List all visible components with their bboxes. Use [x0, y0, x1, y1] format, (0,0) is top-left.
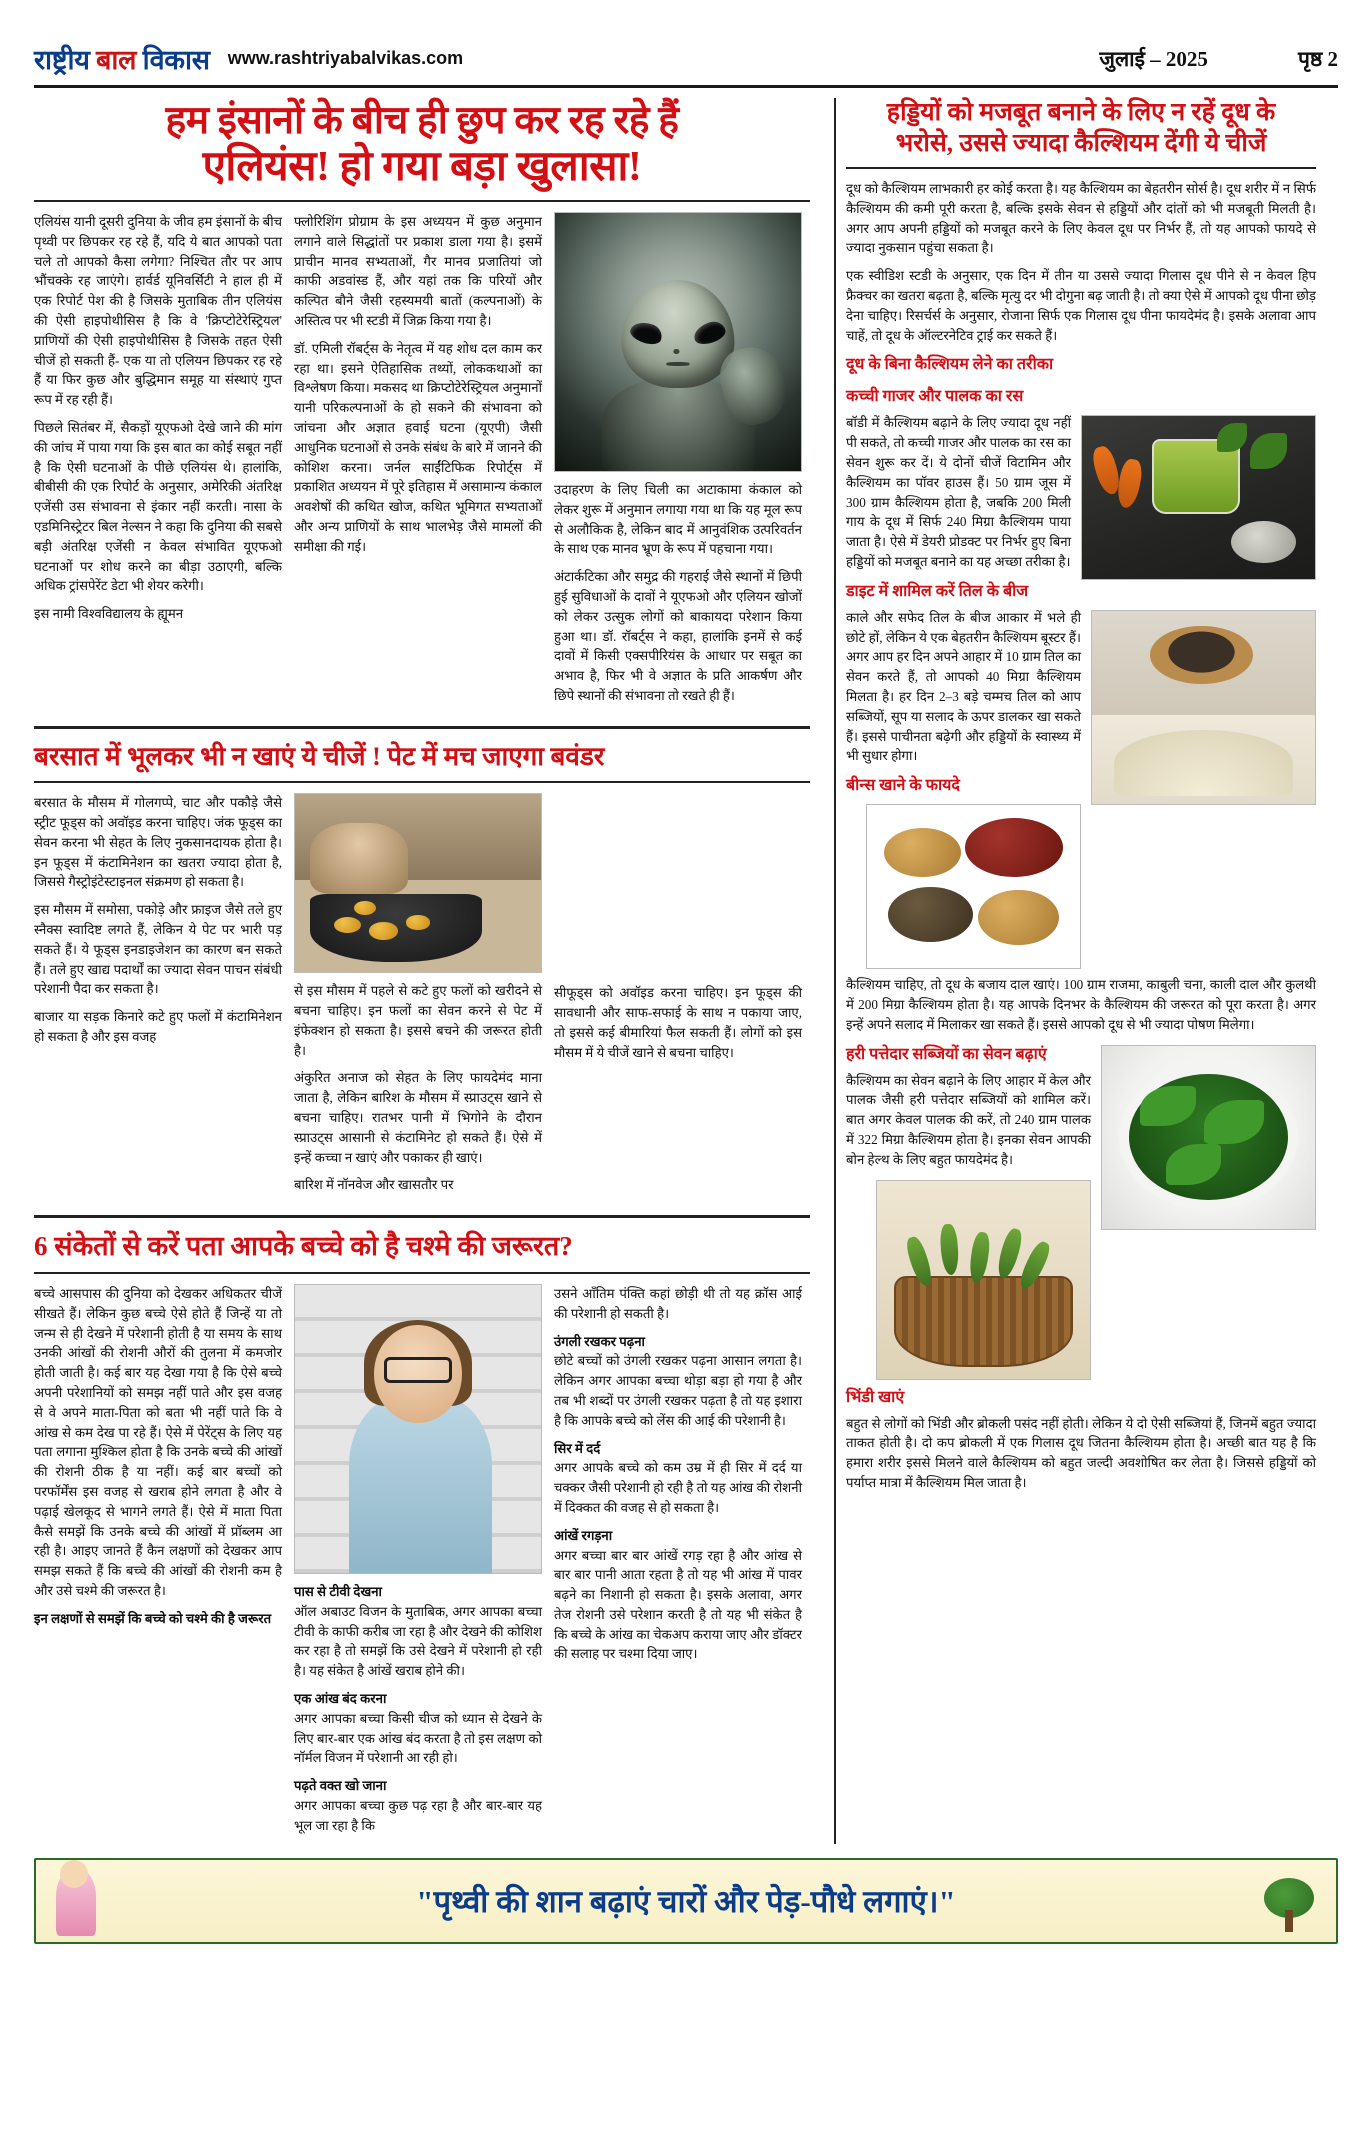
- paragraph: से इस मौसम में पहले से कटे हुए फलों को खरीदने से बचना चाहिए। इन फलों का सेवन करने से पेट में इंफेक्शन हो सकता है। इससे बचने की जरूरत होती है।: [294, 983, 542, 1058]
- glasses-sub2-head: एक आंख बंद करना: [294, 1690, 387, 1706]
- juice-illustration: [1082, 416, 1315, 579]
- spinach-photo: [1101, 1045, 1316, 1230]
- rain-col-3: [554, 793, 802, 1203]
- masthead: [34, 40, 1338, 88]
- paragraph: बहुत से लोगों को भिंडी और ब्रोकली पसंद नहीं होती। लेकिन ये दो ऐसी सब्जियां हैं, जिनमें बहुत ज्यादा ताकत होती है। दो कप ब्रोकली में एक गिलास दूध जितना कैल्शियम होता है। अच्छी बात यह है कि हमारा शरीर इससे मिलने वाले कैल्शियम को बहुत जल्दी अवशोषित कर लेता है। जिससे हड्डियों को पर्याप्त मात्रा में कैल्शियम मिल जाता है।: [846, 1415, 1316, 1490]
- paragraph: अंकुरित अनाज को सेहत के लिए फायदेमंद माना जाता है, लेकिन बारिश के मौसम में स्प्राउट्स खाने से बचना चाहिए। रातभर पानी में भिगोने के दौरान स्प्राउट्स आसानी से कंटामिनेट हो सकते हैं। ऐसे में इन्हें कच्चा न खाएं और पकाकर ही खाएं।: [294, 1070, 542, 1165]
- rain-headline: बरसात में भूलकर भी न खाएं ये चीजें ! पेट में मच जाएगा बवंडर: [34, 741, 605, 771]
- left-column: [34, 98, 824, 1844]
- brand-part-1: राष्ट्रीय: [34, 45, 90, 75]
- calcium-headline-line2: भरोसे, उससे ज्यादा कैल्शियम देंगी ये चीजें: [895, 129, 1267, 157]
- girl-glasses-photo: [294, 1284, 542, 1574]
- paragraph: एलियंस यानी दूसरी दुनिया के जीव हम इंसानों के बीच पृथ्वी पर छिपकर रह रहे हैं, यदि ये बात आपको पता चले तो आपको कैसा लगेगा? निश्चित तौर पर आप भौंचक्के रह जाएंगे। हार्वर्ड यूनिवर्सिटी ने हाल ही में एक रिपोर्ट पेश की है जिसके मुताबिक तीन एलियंस की ऐसी हाइपोथीसिस है कि वे 'क्रिप्टोटेरेस्ट्रियल' प्राणियों की ऐसी हाइपोथीसिस है जिसके तहत ऐसी चीजें हो सकती हैं- एक या तो एलियन छिपकर रह रहे हैं या फिर कुछ और बुद्धिमान समूह या संस्थाएं गुप्त रूप में रह रही हैं।: [34, 213, 282, 408]
- paragraph: इस नामी विश्वविद्यालय के ह्यूमन: [34, 606, 184, 622]
- tree-mascot: [1256, 1864, 1326, 1938]
- calcium-headline-line1: हड्डियों को मजबूत बनाने के लिए न रहें दूध के: [886, 99, 1276, 126]
- right-column: [846, 98, 1316, 1844]
- page-content: [34, 98, 1338, 1844]
- divider: [34, 1215, 810, 1218]
- paragraph: इस मौसम में समोसा, पकोड़े और फ्राइज जैसे तले हुए स्नैक्स स्वादिष्ट लगते हैं, लेकिन ये पेट पर भारी पड़ सकते हैं। ये फूड्स इनडाइजेशन का कारण बन सकते हैं। तले हुए खाद्य पदार्थों का ज्यादा सेवन पाचन संबंधी परेशानी पैदा कर सकता है।: [34, 902, 282, 997]
- glasses-sub4-head: उंगली रखकर पढ़ना: [554, 1333, 645, 1349]
- paragraph: अगर आपका बच्चा कुछ पढ़ रहा है और बार-बार यह भूल जा रहा है कि: [294, 1797, 542, 1833]
- alien-photo: [554, 212, 802, 472]
- divider: [34, 200, 810, 202]
- glasses-body: [34, 1284, 810, 1844]
- paragraph: अगर बच्चा बार बार आंखें रगड़ रहा है और आंख से बार बार पानी आता रहता है तो यह भी आंख में पावर बढ़ने का निशानी हो सकता है। इसके अलावा, अगर तेज रोशनी उसे परेशान करती है तो यह भी संकेत है कि बच्चे के आंख का चेकअप कराया जाए और डॉक्टर की सलाह पर चश्मा दिया जाए।: [554, 1547, 802, 1662]
- divider: [34, 1272, 810, 1274]
- brand-logo: [34, 40, 210, 77]
- paragraph: एक स्वीडिश स्टडी के अनुसार, एक दिन में तीन या उससे ज्यादा गिलास दूध पीने से न केवल हिप फ्रैक्चर का खतरा बढ़ता है, बल्कि मृत्यु दर भी दोगुना बढ़ जाती है। तो क्या ऐसे में आपको दूध पीना छोड़ देना चाहिए। रिसर्चर्स के अनुसार, रोजाना सिर्फ एक गिलास दूध पीना फायदेमंद है। इसके अलावा आप चाहें, तो दूध के ऑल्टरनेटिव ट्राई कर सकते हैं।: [846, 268, 1316, 343]
- rain-col-1: [34, 793, 282, 1203]
- article-rain-foods: [34, 741, 810, 1203]
- paragraph: कैल्शियम का सेवन बढ़ाने के लिए आहार में केल और पालक जैसी हरी पत्तेदार सब्जियों को शामिल करें। बात अगर केवल पालक की करें, तो 240 ग्राम पालक में 322 मिग्रा कैल्शियम होता है। इनका सेवन आपकी बोन हेल्थ के लिए बहुत फायदेमंद है।: [846, 1072, 1091, 1167]
- spacer: [554, 793, 802, 983]
- divider: [34, 781, 810, 783]
- eyeglasses-icon: [384, 1357, 453, 1383]
- street-food-photo: [294, 793, 542, 973]
- page-number: पृष्ठ 2: [1297, 46, 1338, 71]
- okra-icon: [939, 1224, 960, 1277]
- divider: [846, 167, 1316, 169]
- vertical-divider: [834, 98, 836, 1844]
- aliens-headline-line2: एलियंस! हो गया बड़ा खुलासा!: [202, 144, 642, 191]
- calcium-heading-5: हरी पत्तेदार सब्जियों का सेवन बढ़ाएं: [846, 1045, 1047, 1063]
- rain-body: [34, 793, 810, 1203]
- child-head: [60, 1860, 88, 1888]
- rajma-group: [965, 818, 1063, 877]
- paragraph: बॉडी में कैल्शियम बढ़ाने के लिए ज्यादा दूध नहीं पी सकते, तो कच्ची गाजर और पालक का रस का सेवन शुरू कर दें। ये दोनों चीजें विटामिन और कैल्शियम का पॉवर हाउस हैं। 50 ग्राम जूस में 300 ग्राम कैल्शियम होता है, जबकि 200 मिली गाय के दूध में सिर्फ 240 मिग्रा कैल्शियम पाया जाता है। ऐसे में डेयरी प्रोडक्ट पर निर्भर हुए बिना हड्डियों को मजबूत बनाने का यह अच्छा तरीका है।: [846, 415, 1071, 569]
- alien-mouth: [667, 362, 690, 365]
- street-vendors: [310, 823, 408, 894]
- calcium-heading-4: बीन्स खाने के फायदे: [846, 777, 960, 795]
- alien-head-shape: [621, 280, 734, 388]
- article-aliens: [34, 98, 810, 714]
- basket-icon: [894, 1276, 1073, 1367]
- glasses-col-3: [554, 1284, 802, 1844]
- kabuli-chana-group: [884, 828, 961, 877]
- glasses-sub5-head: सिर में दर्द: [554, 1440, 601, 1456]
- sesame-illustration: [1092, 611, 1315, 804]
- website-url[interactable]: www.rashtriyabalvikas.com: [227, 48, 464, 68]
- tree-trunk: [1285, 1910, 1293, 1932]
- glasses-col1-bold: इन लक्षणों से समझें कि बच्चे को चश्मे की है जरूरत: [34, 1610, 272, 1626]
- glasses-sub1-head: पास से टीवी देखना: [294, 1583, 382, 1599]
- paragraph: छोटे बच्चों को उंगली रखकर पढ़ना आसान लगता है। लेकिन अगर आपका बच्चा थोड़ा बड़ा हो गया है और तब भी शब्दों पर उंगली रखकर पढ़ता है तो यह इशारा है कि आपके बच्चे को लेंस की आई की परेशानी है।: [554, 1353, 802, 1428]
- glasses-headline: 6 संकेतों से करें पता आपके बच्चे को है चश्मे की जरूरत?: [34, 1231, 573, 1262]
- black-lentil-group: [888, 887, 973, 942]
- paragraph: कैल्शियम चाहिए, तो दूध के बजाय दाल खाएं। 100 ग्राम राजमा, काबुली चना, काली दाल और कुलथी में 200 मिग्रा कैल्शियम होता है। यह आपके दिनभर के कैल्शियम की जरूरत को पूरा करता है। अगर इन्हें अपने सलाद में मिलाकर खा सकते हैं। इससे आपको दूध से भी ज्यादा पोषण मिलेगा।: [846, 977, 1316, 1032]
- divider: [34, 726, 810, 729]
- aliens-col-1: [34, 212, 282, 714]
- tree-icon: [1258, 1872, 1320, 1934]
- issue-date: जुलाई – 2025: [1099, 46, 1208, 71]
- alien-eye-left: [628, 319, 664, 347]
- black-sesame-spoon: [1150, 626, 1253, 684]
- fried-snack: [406, 915, 431, 929]
- aliens-headline-line1: हम इंसानों के बीच ही छुप कर रह रहे हैं: [165, 99, 679, 142]
- child-mascot: [46, 1864, 116, 1938]
- paragraph: डॉ. एमिली रॉबर्ट्स के नेतृत्व में यह शोध दल काम कर रहा था। इसने ऐतिहासिक तथ्यों, लोककथाओं का विश्लेषण किया। मकसद था क्रिप्टोटेरेस्ट्रियल अनुमानों यानी परिकल्पनाओं के हो सकने की संभावना को जांचना और अज्ञात हवाई घटना (यूएपी) जैसी आधुनिक घटनाओं से उनके संबंध के बारे में जानने की कोशिश करना। जर्नल साईंटिफिक रिपोर्ट्स में प्रकाशित अध्ययन में पूरे इतिहास में असामान्य कंकाल अवशेषों की कथित खोज, कथित भूमिगत सभ्यताओं और अन्य प्राणियों के साथ भालभेड़ जैसे मामलों की समीक्षा की गई।: [294, 340, 542, 554]
- glasses-sub3-head: पढ़ते वक्त खो जाना: [294, 1778, 387, 1794]
- calcium-body: [846, 179, 1316, 1501]
- white-sesame-pile: [1114, 730, 1292, 796]
- bowl-icon: [1231, 521, 1296, 563]
- aliens-headline: [34, 98, 810, 192]
- aliens-col-3: [554, 212, 802, 714]
- glasses-col-2: [294, 1284, 542, 1844]
- okra-photo: [876, 1180, 1091, 1380]
- paragraph: दूध को कैल्शियम लाभकारी हर कोई करता है। यह कैल्शियम का बेहतरीन सोर्स है। दूध शरीर में न सिर्फ कैल्शियम की कमी पूरी करता है, बल्कि इसके सेवन से हड्डियों और दांतों को भी मजबूती मिलती है। अगर आप अपनी हड्डियों को मजबूत करने के लिए केवल दूध पर निर्भर हैं, तो यह आपको फायदे से ज्यादा नुकसान पहुंचा सकता है।: [846, 181, 1316, 256]
- calcium-heading-2: कच्ची गाजर और पालक का रस: [846, 388, 1024, 406]
- paragraph: अगर आपके बच्चे को कम उम्र में ही सिर में दर्द या चक्कर जैसी परेशानी हो रही है तो यह आंख की रोशनी में दिक्कत की वजह से हो सकता है।: [554, 1460, 802, 1515]
- alien-illustration: [555, 213, 801, 471]
- alien-eye-right: [692, 319, 728, 347]
- okra-icon: [994, 1227, 1025, 1281]
- calcium-heading-1: दूध के बिना कैल्शियम लेने का तरीका: [846, 356, 1054, 374]
- glasses-col-1: [34, 1284, 282, 1844]
- article-child-glasses: [34, 1230, 810, 1843]
- paragraph: बरसात के मौसम में गोलगप्पे, चाट और पकौड़े जैसे स्ट्रीट फूड्स को अवॉइड करना चाहिए। जंक फूड्स का सेवन करना भी सेहत के लिए नुकसानदायक होता है। इन फूड्स में कंटामिनेशन का खतरा ज्यादा होता है, जिससे गैस्ट्रोइंटेस्टाइनल संक्रमण हो सकता है।: [34, 795, 282, 890]
- paragraph: बच्चे आसपास की दुनिया को देखकर अधिकतर चीजें सीखते हैं। लेकिन कुछ बच्चे ऐसे होते हैं जिन्हें या तो जन्म से ही देखने में परेशानी होती है या समय के साथ उनकी आंखों की रोशनी औरों की तुलना में कमजोर होती जाती है। कई बार यह देखा गया है कि ऐसे बच्चे अपनी परेशानियों को समझ नहीं पाते और इस वजह से वे अपने माता-पिता को बता भी नहीं पाते कि वे आंख से कम देख पा रहे हैं। ऐसे में पेरेंट्स के लिए यह पता लगाना मुश्किल होता है कि उनके बच्चे की आंखों की रोशनी ठीक है या नहीं। कई बार बच्चों को परफॉर्मेंस इस वजह से खराब होने लगता है और वे पढ़ाई खेलकूद से भागने लगते हैं। ऐसे में माता पिता कैसे समझें कि उनके बच्चे की आंखों में प्रॉब्लम आ रही है। आइए जानते हैं कैन लक्षणों को देखकर आप समझ सकते हैं कि बच्चे की आंखों की रोशनी कम है और उसे चश्मे की जरूरत है।: [34, 1285, 282, 1598]
- brand-part-2: बाल: [96, 45, 137, 75]
- sesame-seeds-photo: [1091, 610, 1316, 805]
- spinach-illustration: [1102, 1046, 1315, 1229]
- paragraph: अगर आपका बच्चा किसी चीज को ध्यान से देखने के लिए बार-बार एक आंख बंद करता है तो इस लक्षण को नॉर्मल विजन में परेशानी आ रही हो।: [294, 1710, 542, 1766]
- paragraph: उदाहरण के लिए चिली का अटाकामा कंकाल को लेकर शुरू में अनुमान लगाया गया था कि यह मूल रूप से अलौकिक है, लेकिन बाद में आनुवंशिक उत्परिवर्तन के साथ एक मानव भ्रूण के रूप में पहचाना गया।: [554, 481, 802, 557]
- aliens-col-2: [294, 212, 542, 714]
- beans-photo: [866, 804, 1081, 969]
- kulthi-group: [978, 890, 1059, 945]
- paragraph: काले और सफेद तिल के बीज आकार में भले ही छोटे हों, लेकिन ये एक बेहतरीन कैल्शियम बूस्टर हैं। अगर आप हर दिन अपने आहार में 10 ग्राम तिल का सेवन करते हैं, तो आपको 40 मिग्रा कैल्शियम मिलता है। हर दिन 2–3 बड़े चम्मच तिल को आप सब्जियों, सूप या सलाद के ऊपर डालकर खा सकते हैं। इससे पाचीनता बढ़ेगी और हड्डियों के स्वास्थ्य में भी सुधार होगा।: [846, 609, 1081, 764]
- alien-nose: [673, 349, 679, 353]
- paragraph: बारिश में नॉनवेज और खासतौर पर: [294, 1177, 454, 1193]
- carrot-spinach-juice-photo: [1081, 415, 1316, 580]
- street-food-illustration: [295, 794, 541, 972]
- aliens-body: [34, 212, 810, 714]
- girl-illustration: [295, 1285, 541, 1573]
- brand-part-3: विकास: [142, 45, 210, 75]
- footer-slogan: "पृथ्वी की शान बढ़ाएं चारों और पेड़-पौधे लगाएं।": [416, 1883, 956, 1919]
- beans-illustration: [867, 805, 1080, 968]
- paragraph: बाजार या सड़क किनारे कटे हुए फलों में कंटामिनेशन हो सकता है और इस वजह: [34, 1009, 282, 1044]
- calcium-headline: [846, 98, 1316, 159]
- paragraph: सीफूड्स को अवॉइड करना चाहिए। इन फूड्स की सावधानी और साफ-सफाई के साथ न पकाया जाए, तो इससे कई बीमारियां फैल सकती हैं। लोगों को इस मौसम में ये चीजें खाने से बचना चाहिए।: [554, 985, 802, 1060]
- glasses-sub6-head: आंखें रगड़ना: [554, 1527, 613, 1543]
- footer-banner: [34, 1858, 1338, 1944]
- paragraph: उसने ऑंतिम पंक्ति कहां छोड़ी थी तो यह क्रॉस आई की परेशानी हो सकती है।: [554, 1285, 802, 1321]
- paragraph: पिछले सितंबर में, सैकड़ों यूएफओ देखे जाने की मांग की जांच में पाया गया कि इस बात का कोई सबूत नहीं है कि ऐसी घटनाओं के पीछे एलियंस थे। हालांकि, बीबीसी की एक रिपोर्ट के अनुसार, अमेरिकी अंतरिक्ष एजेंसी उस संभावना से इंकार नहीं करती। नासा के एडमिनिस्ट्रेटर बिल नेल्सन ने कहा कि दुनिया की सबसे बड़ी अंतरिक्ष एजेंसी न केवल संभावित यूएफओ घटनाओं पर शोध करने का बीड़ा उठाएगी, बल्कि अधिक ट्रांसपेरेंट डेटा भी शेयर करेगी।: [34, 419, 282, 594]
- paragraph: फ्लोरिशिंग प्रोग्राम के इस अध्ययन में कुछ अनुमान लगाने वाले सिद्धांतों पर प्रकाश डाला गया है। इसमें प्राचीन मानव सभ्यताओं, गैर मानव प्रजातियां जो काफी अडवांस्ड हैं, और यहां तक कि परियों और कल्पित बौने जैसी रहस्यमयी बातों (कल्पनाओं) के अस्तित्व पर भी स्टडी में जिक्र किया गया है।: [294, 213, 542, 328]
- calcium-heading-3: डाइट में शामिल करें तिल के बीज: [846, 582, 1029, 600]
- calcium-heading-6: भिंडी खाएं: [846, 1388, 905, 1406]
- paragraph: ऑल अबाउट विजन के मुताबिक, अगर आपका बच्चा टीवी के काफी करीब जा रहा है और देखने की कोशिश कर रहा है तो समझें कि उसे देखने में परेशानी हो रही है। यह संकेत है आंखें खराब होने की।: [294, 1603, 542, 1679]
- okra-illustration: [877, 1181, 1090, 1379]
- paragraph: अंटार्कटिका और समुद्र की गहराई जैसे स्थानों में छिपी हुई सुविधाओं के दावों ने यूएफओ और एलियन खोजों को लेकर उत्सुक लोगों को बाकायदा परेशान किया हुआ था। डॉ. रॉबर्ट्स ने कहा, हालांकि इनमें से कई दावों में किसी एक्सपीरियंस के आधार पर सबूत का अभाव है, फिर भी वे अज्ञात के प्रति आकर्षण और छिपे स्थानों की संभावना तो रखते ही हैं।: [554, 569, 802, 703]
- rain-col-2: [294, 793, 542, 1203]
